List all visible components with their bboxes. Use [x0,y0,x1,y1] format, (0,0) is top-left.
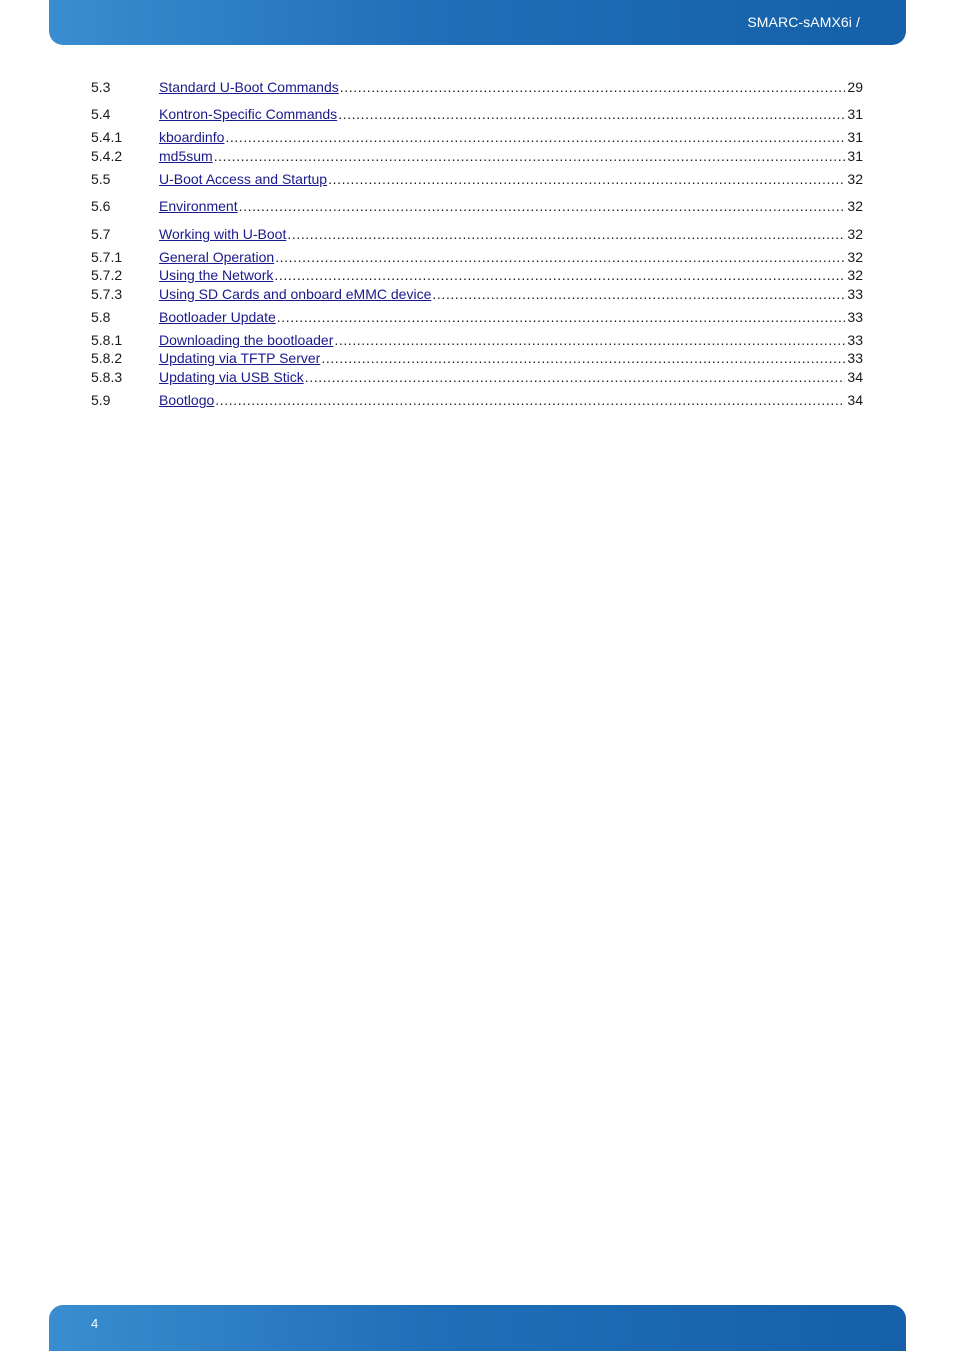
toc-entry-link[interactable]: Bootloader Update [159,309,276,325]
toc-entry-link[interactable]: Environment [159,198,238,214]
toc-entry-number: 5.8.3 [91,369,123,385]
toc-entry-number: 5.8.2 [91,350,123,366]
toc-entry-page: 29 [847,79,863,95]
toc-entry-number: 5.8.1 [91,332,123,348]
toc-entry-number: 5.8 [91,309,111,325]
toc-entry-page: 32 [847,198,863,214]
toc-entry-number: 5.6 [91,198,111,214]
toc-entry-page: 31 [847,148,863,164]
toc-dot-leader [277,308,846,326]
toc-entry [91,225,863,243]
toc-dot-leader [214,147,846,165]
toc-entry-number: 5.5 [91,171,111,187]
toc-entry [91,170,863,188]
toc-entry [91,391,863,409]
toc-entry-link[interactable]: Using the Network [159,267,274,283]
toc-entry-page: 33 [847,309,863,325]
toc-entry [91,368,863,386]
toc-entry-link[interactable]: Working with U-Boot [159,226,287,242]
toc-entry-page: 34 [847,392,863,408]
toc-entry-link[interactable]: Standard U-Boot Commands [159,79,339,95]
toc-entry-number: 5.7.2 [91,267,123,283]
toc-entry-number: 5.4.1 [91,129,123,145]
toc-entry [91,349,863,367]
toc-dot-leader [215,391,845,409]
toc-entry-link[interactable]: U-Boot Access and Startup [159,171,328,187]
toc-entry-link[interactable]: Updating via TFTP Server [159,350,321,366]
toc-entry-page: 32 [847,267,863,283]
toc-entry-number: 5.9 [91,392,111,408]
page-header-band [49,0,906,45]
toc-entry [91,266,863,284]
toc-entry-page: 32 [847,249,863,265]
toc-entry-link[interactable]: Kontron-Specific Commands [159,106,338,122]
page-footer-band [49,1305,906,1351]
toc-entry-link[interactable]: Downloading the bootloader [159,332,334,348]
page-number: 4 [91,1316,99,1331]
toc-dot-leader [239,197,846,215]
toc-entry-number: 5.4.2 [91,148,123,164]
toc-entry-link[interactable]: Bootlogo [159,392,215,408]
toc-entry-number: 5.7.1 [91,249,123,265]
toc-entry-page: 34 [847,369,863,385]
toc-entry-page: 31 [847,106,863,122]
toc-entry [91,78,863,96]
toc-entry-link[interactable]: Using SD Cards and onboard eMMC device [159,286,432,302]
toc-entry-link[interactable]: General Operation [159,249,275,265]
toc-dot-leader [274,266,845,284]
toc-entry-page: 32 [847,226,863,242]
toc-entry [91,285,863,303]
toc-entry-page: 31 [847,129,863,145]
toc-dot-leader [225,128,845,146]
toc-entry [91,105,863,123]
toc-entry [91,308,863,326]
document-title: SMARC-sAMX6i / [747,14,860,30]
toc-dot-leader [432,285,845,303]
toc-dot-leader [340,78,846,96]
toc-dot-leader [305,368,846,386]
toc-entry [91,128,863,146]
toc-entry-number: 5.4 [91,106,111,122]
toc-entry-page: 32 [847,171,863,187]
toc-dot-leader [338,105,845,123]
toc-dot-leader [287,225,845,243]
toc-entry-page: 33 [847,332,863,348]
toc-dot-leader [321,349,845,367]
toc-entry-link[interactable]: Updating via USB Stick [159,369,304,385]
toc-entry-page: 33 [847,350,863,366]
toc-entry [91,248,863,266]
toc-entry [91,197,863,215]
toc-dot-leader [275,248,845,266]
toc-dot-leader [334,331,845,349]
toc-entry-link[interactable]: kboardinfo [159,129,225,145]
toc-entry [91,147,863,165]
toc-entry-number: 5.7 [91,226,111,242]
toc-entry-page: 33 [847,286,863,302]
toc-entry-number: 5.3 [91,79,111,95]
toc-dot-leader [328,170,845,188]
toc-entry-link[interactable]: md5sum [159,148,213,164]
toc-entry-number: 5.7.3 [91,286,123,302]
toc-entry [91,331,863,349]
